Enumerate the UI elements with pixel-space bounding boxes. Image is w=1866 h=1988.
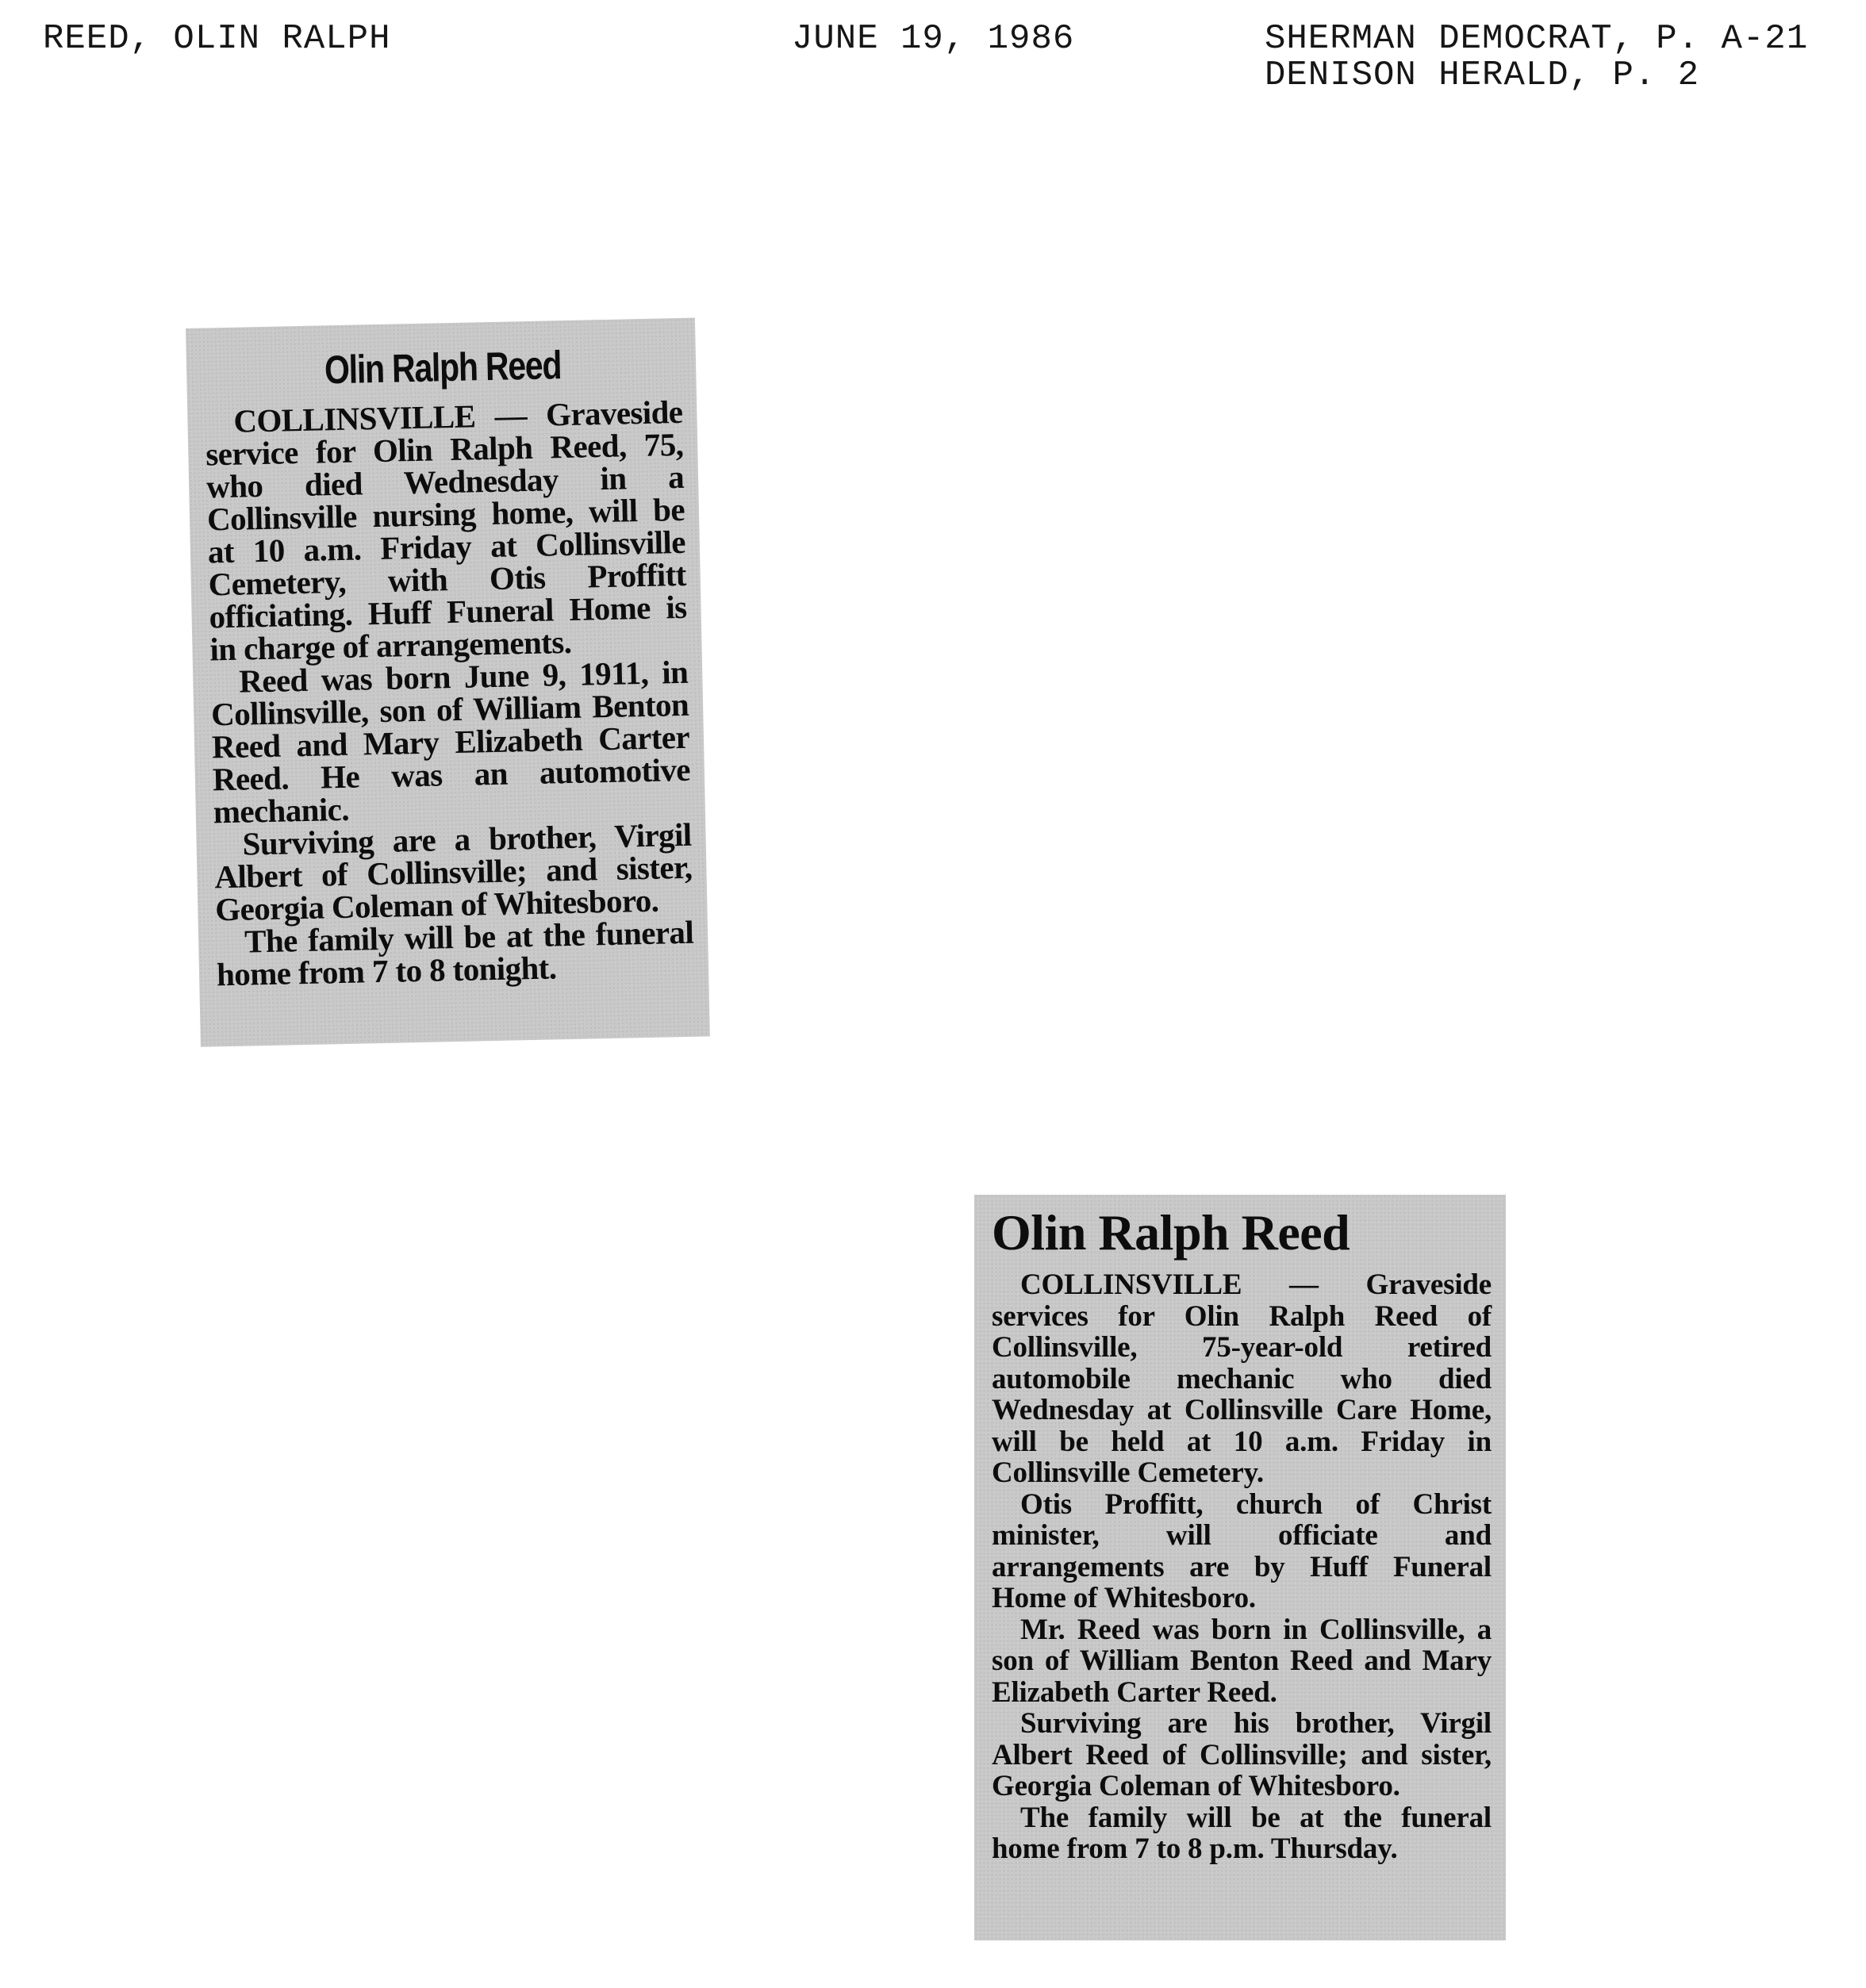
obituary-clipping-sherman-democrat [186,318,710,1047]
clipping-title: Olin Ralph Reed [324,343,562,393]
clipping-paragraph: COLLINSVILLE — Graveside services for Olin Ralph Reed of Collinsville, 75-year-old retired automobile mechanic who died Wednesday at Collinsville Care Home, will be held at 10 a.m. Friday in Collinsville Cemetery. [992,1268,1492,1489]
clipping-paragraph: Surviving are a brother, Virgil Albert of Collinsville; and sister, Georgia Coleman of Whitesboro. [214,816,693,928]
header-date: JUNE 19, 1986 [792,19,1075,59]
obituary-clipping-denison-herald [974,1195,1506,1940]
clipping-paragraph: Mr. Reed was born in Collinsville, a son of William Benton Reed and Mary Elizabeth Carter Reed. [992,1613,1492,1709]
header-source-2: DENISON HERALD, P. 2 [1265,56,1700,95]
clipping-paragraph: Surviving are his brother, Virgil Albert Reed of Collinsville; and sister, Georgia Coleman of Whitesboro. [992,1707,1492,1802]
header-name: REED, OLIN RALPH [43,19,391,59]
clipping-paragraph: Reed was born June 9, 1911, in Collinsville, son of William Benton Reed and Mary Elizabeth Carter Reed. He was an automotive mechanic. [210,653,691,831]
clipping-paragraph: COLLINSVILLE — Graveside service for Olin Ralph Reed, 75, who died Wednesday in a Collinsville nursing home, will be at 10 a.m. Friday at Collinsville Cemetery, with Otis Proffitt officiating. Huff Funeral Home is in charge of arrangements. [205,393,687,668]
clipping-paragraph: The family will be at the funeral home from 7 to 8 tonight. [216,913,694,993]
clipping-paragraph: The family will be at the funeral home from 7 to 8 p.m. Thursday. [992,1801,1492,1865]
header-source-1: SHERMAN DEMOCRAT, P. A-21 [1265,19,1809,59]
clipping-title: Olin Ralph Reed [992,1204,1350,1261]
clipping-paragraph: Otis Proffitt, church of Christ minister, will officiate and arrangements are by Huff Funeral Home of Whitesboro. [992,1487,1492,1614]
